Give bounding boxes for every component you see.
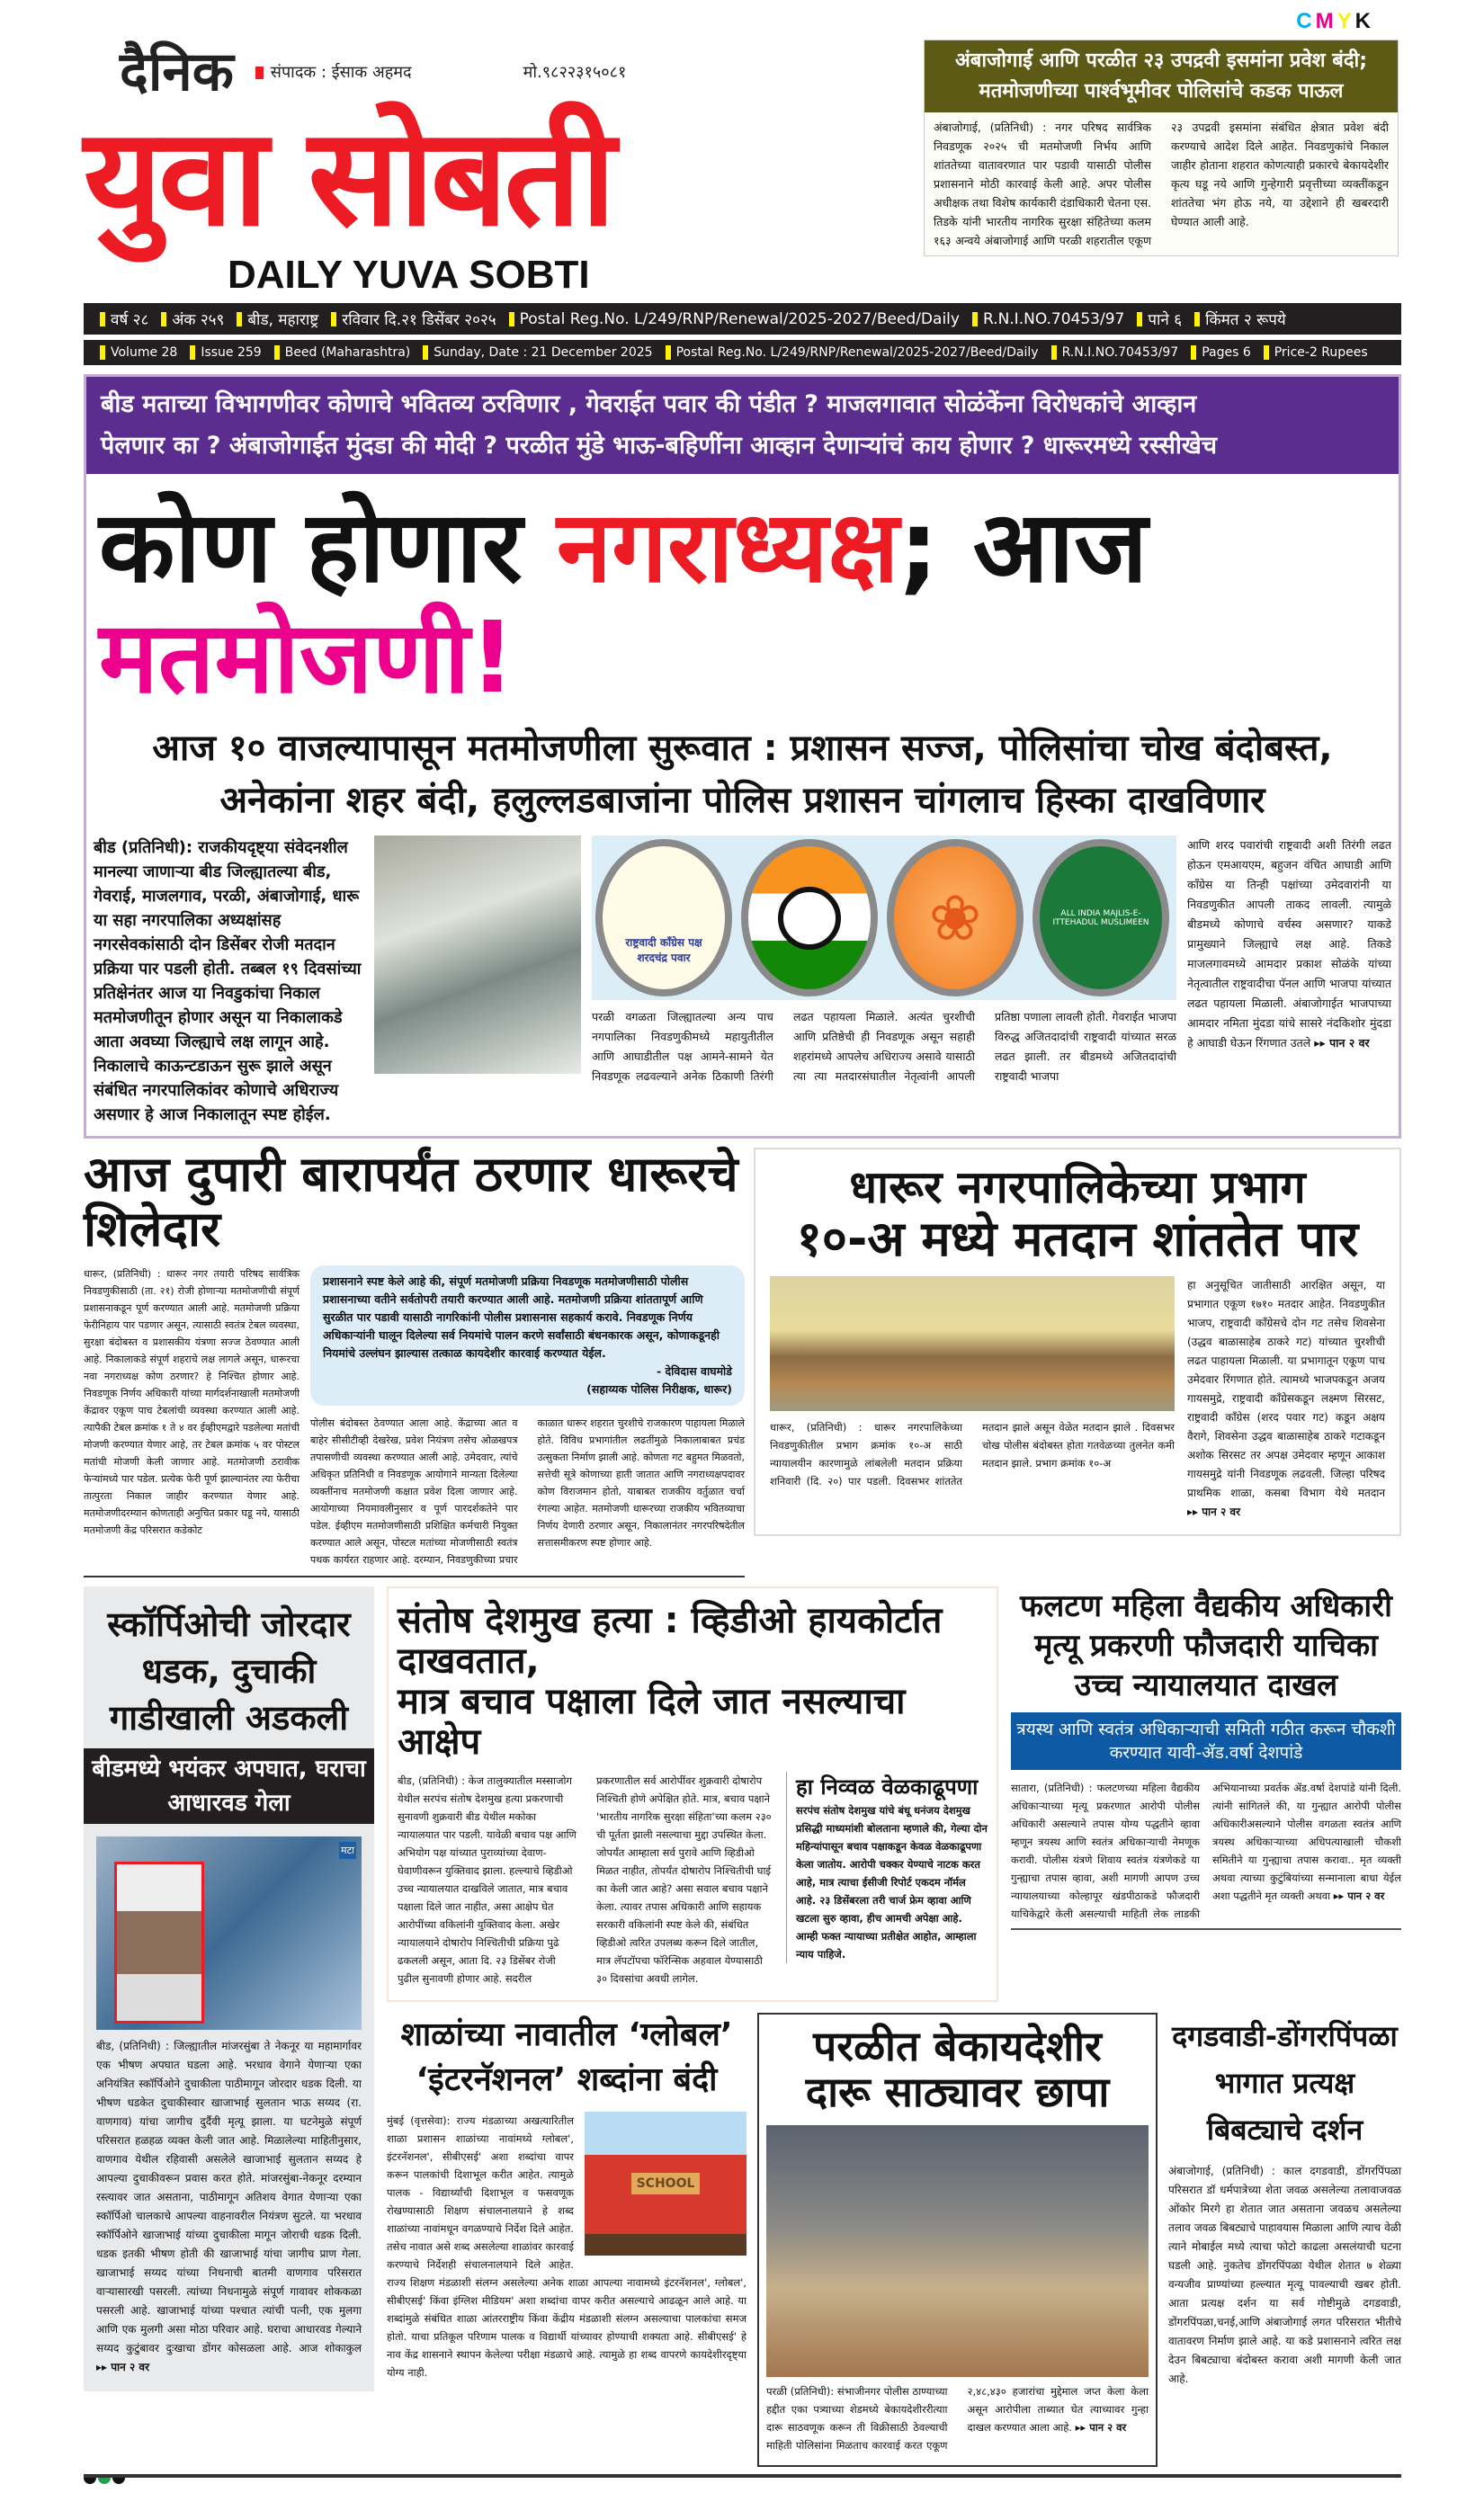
lead-subhead-2: अनेकांना शहर बंदी, हलुल्लडबाजांना पोलिस प्रशासन चांगलाच हिस्का दाखविणार — [219, 780, 1265, 822]
continued-link[interactable]: ▸▸ पान २ वर — [1314, 1036, 1370, 1050]
ward-side — [1187, 1276, 1385, 1522]
phaltan-headline: फलटण महिला वैद्यकीय अधिकारी मृत्यू प्रकरणी फौजदारी याचिका उच्च न्यायालयात दाखल — [1020, 1588, 1392, 1704]
ward-side-text: हा अनुसूचित जातीसाठी आरक्षित असून, या प्रभागात एकूण १७१० मतदार आहेत. निवडणुकीत भाजप, राष्ट्रवादी काँग्रेसचे दोन गट तसेच शिवसेना (उद्धव बाळासाहेब ठाकरे गट) यांच्यात चुरशीची लढत पाहायला मिळाली. या प्रभागातून एकूण पाच उमेदवार रिंगणात होते. त्यामध्ये भाजपकडून अजय गायसमुद्रे, राष्ट्रवादी काँग्रेसकडून लक्ष्मण सिरसट, राष्ट्रवादी काँग्रेस (शरद पवार गट) कडून अक्षय वैरागे, शिवसेना उद्धव बाळासाहेब ठाकरे गटाकडून अशोक सिरसट तर अपक्ष उमेदवार म्हणून आकाश गायसमुद्रे यांनी निवडणूक लढवली. जिल्हा परिषद प्राथमिक शाळा, कसबा विभाग येथे मतदान — [1187, 1278, 1385, 1499]
banner-line-1: बीड मताच्या विभागणीवर कोणाचे भवितव्य ठरविणार , गेवराईत पवार की पंडीत ? माजलगावात सोळंकेंना विरोधकांचे आव्हान — [101, 390, 1197, 418]
lead-content-row — [86, 827, 1399, 1136]
ward-body: धारूर, (प्रतिनिधी) : धारूर नगरपालिकेच्या निवडणुकीतील प्रभाग क्रमांक १०-अ साठी न्यायालयीन कारणामुळे लांबलेली मतदान प्रक्रिया शनिवारी (दि. २०) पार पडली. दिवसभर शांततेत मतदान झाले असून वेळेत मतदान झाले . दिवसभर चोख पोलीस बंदोबस्त होता गतवेळच्या तुलनेत कमी मतदान झाले. प्रभाग क्रमांक १०-अ — [770, 1420, 1175, 1488]
lower-row — [84, 1586, 1401, 2466]
logo-title-en: DAILY YUVA SOBTI — [228, 253, 590, 297]
logo-title: युवा सोबती — [84, 100, 612, 256]
cmyk-print-mark: CMYK — [1296, 9, 1374, 33]
ncp-sp-logo-text: राष्ट्रवादी काँग्रेस पक्ष शरदचंद्र पवार — [625, 935, 702, 964]
ncp-sp-logo — [595, 839, 732, 996]
bullet-icon — [255, 67, 264, 79]
ward-left — [770, 1276, 1175, 1490]
dharur-col-1: धारूर, (प्रतिनिधी) : धारूर नगर तयारी परिषद सार्वत्रिक निवडणुकीसाठी (ता. २१) रोजी होणाऱ्या मतमोजणीची संपूर्ण प्रशासनाकडून पूर्ण करण्यात आली आहे. मतमोजणी प्रक्रिया फेरीनिहाय पार पडणार असून, त्यासाठी स्वतंत्र टेबल व्यवस्था, सुरक्षा बंदोबस्त व प्रशासकीय यंत्रणा सज्ज ठेवण्यात आली आहे. निकालाकडे संपूर्ण शहराचे लक्ष लागले असून, धारूरचा नवा नगराध्यक्ष कोण ठरणार? हे निश्चित होणार आहे. निवडणूक निर्णय अधिकारी यांच्या मार्गदर्शनाखाली मतमोजणी केंद्रावर एकूण पाच टेबलांची व्यवस्था करण्यात आली आहे. त्यापैकी टेबल क्रमांक १ ते ४ वर ईव्हीएमद्वारे पडलेल्या मतांची मोजणी करण्यात येणार आहे, तर टेबल क्रमांक ५ वर पोस्टल मतांची मोजणी केली जाणार आहे. मतमोजणी ठरावीक फेऱ्यांमध्ये पार पडेल. प्रत्येक फेरी पूर्ण झाल्यानंतर त्या फेरीचा तात्पुरता निकाल जाहीर करण्यात येणार आहे. मतमोजणीदरम्यान कोणताही अनुचित प्रकार घडू नये, यासाठी मतमोजणी केंद्र परिसरात कडेकोट — [84, 1268, 299, 1537]
issue: अंक २५९ — [172, 311, 225, 329]
liquor-body-text: परळी (प्रतिनिधी): संभाजीनगर पोलीस ठाण्याच्या हद्दीत एका पत्र्याच्या शेडमध्ये बेकायदेशीररीत्याा दारू साठवणूक करून ती विक्रीसाठी ठेवल्याची माहिती पोलिसांना मिळताच कारवाई करत एकूण २,४८,४३० हजारांचा मुद्देमाल जप्त केला केला असून आरोपीला ताब्यात घेत त्याच्यावर गुन्हा दाखल करण्यात आला आहे. — [766, 2384, 1149, 2452]
clock-icon — [778, 887, 841, 950]
pages-en: Pages 6 — [1202, 345, 1251, 360]
deshmukh-murder-story — [387, 1586, 998, 2001]
victim-portrait — [114, 1862, 204, 2024]
lead-body-right-text: आणि शरद पवारांची राष्ट्रवादी अशी तिरंगी लढत होऊन एमआयएम, बहुजन वंचित आघाडी आणि काँग्रेस या तिन्ही पक्षांच्या उमेदवारांनी या निवडणुकीत आपली ताकद लावली. त्यामुळे बीडमध्ये कोणाचे वर्चस्व असणार? याकडे प्रामुख्याने जिल्ह्याचे लक्ष आहे. तिकडे माजलगावमध्ये आमदार प्रकाश सोळंके यांच्या नेतृत्वातील राष्ट्रवादीचा पॅनल आणि भाजपा यांच्यात लढत पहायला मिळाली. अंबाजोगाईत भाजपाच्या आमदार नमिता मुंदडा यांचे सासरे नंदकिशोर मुंदडा हे आघाडी घेऊन रिंगणात उतले — [1187, 838, 1391, 1050]
lower-bottom-row — [387, 2013, 1401, 2467]
accident-headline: स्कॉर्पिओची जोरदार धडक, दुचाकी गाडीखाली अडकली — [107, 1604, 351, 1738]
rni: R.N.I.NO.70453/97 — [982, 309, 1125, 328]
place: बीड, महाराष्ट्र — [247, 311, 319, 329]
date: रविवार दि.२१ डिसेंबर २०२५ — [342, 311, 496, 329]
continued-link[interactable]: ▸▸ पान २ वर — [1187, 1505, 1240, 1518]
masthead — [84, 40, 911, 298]
liquor-seizure-photo — [766, 2125, 1149, 2377]
quote-author-title: (सहाय्यक पोलिस निरीक्षक, धारूर) — [586, 1382, 732, 1397]
liquor-headline-2: दारू साठ्यावर छापा — [805, 2068, 1110, 2117]
liquor-headline-1: परळीत बेकायदेशीर — [813, 2021, 1102, 2070]
bjp-lotus-logo — [887, 839, 1024, 996]
logo-dainik: दैनिक — [120, 40, 234, 103]
info-bar-english — [84, 340, 1401, 365]
photo-source-tag: मटा — [339, 1842, 356, 1859]
divider — [1011, 1928, 1401, 1930]
headline-part: कोण होणार — [99, 489, 523, 604]
accident-subhead: बीडमध्ये भयंकर अपघात, घराचा आधारवड गेला — [84, 1748, 374, 1824]
editor-name: संपादक : ईसाक अहमद — [270, 63, 412, 82]
ward-body-row — [770, 1276, 1385, 1522]
quote-author: - देविदास वाघमोडे — [656, 1364, 732, 1379]
continued-link[interactable]: ▸▸ पान २ वर — [1333, 1890, 1385, 1903]
aimim-logo-text: ALL INDIA MAJLIS-E-ITTEHADUL MUSLIMEEN — [1052, 908, 1149, 927]
banner-line-2: पेलणार का ? अंबाजोगाईत मुंदडा की मोदी ? परळीत मुंडे भाऊ-बहिणींना आव्हान देणाऱ्यांचं काय होणार ? धारूरमध्ये रस्सीखेच — [101, 432, 1218, 460]
lead-subhead-1: आज १० वाजल्यापासून मतमोजणीला सुरूवात : प्रशासन सज्ज, पोलिसांचा चोख बंदोबस्त, — [152, 728, 1333, 770]
school-body-text: मुंबई (वृत्तसेवा): राज्य मंडळाच्या अखत्यारितील शाळा प्रशासन शाळांच्या नावांमध्ये ग्लोबल', इंटरनॅशनल', सीबीएसई' अशा शब्दांचा वापर करून पालकांची दिशाभूल करीत आहेत. त्यामुळे पालक - विद्यार्थ्यांची दिशाभूल व फसवणूक रोखण्यासाठी शिक्षण संचालनालयाने हे शब्द शाळांच्या नावांमधून वगळण्याचे निर्देश दिले आहेत. तसेच नावात असे शब्द असलेल्या शाळांवर कारवाई करण्याचे निर्देशही संचालनालयाने दिले आहेत. राज्य शिक्षण मंडळाशी संलग्न असलेल्या अनेक शाळा आपल्या नावामध्ये इंटरनॅशनल', ग्लोबल', सीबीएसई' किंवा इंग्लिश मीडियम' अशा शब्दांचा वापर करीत असल्याचे आढळून आले आहे. या शब्दांमुळे संबंधित शाळा आंतरराष्ट्रीय किंवा केंद्रीय मंडळाशी संलग्न असल्याचा पालकांचा समज होतो. याचा प्रतिकूल परिणाम पालक व विद्यार्थी यांच्यावर होण्याची शक्यता आहे. सीबीएसई' हे नाव केंद्र शासनाने स्थापन केलेल्या परीक्षा मंडळाचे आहे. त्यामुळे हा शब्द वापरणे कायदेशीरदृष्ट्या योग्य नाही. — [387, 2113, 746, 2379]
lead-headline — [86, 474, 1399, 722]
school-body — [387, 2112, 746, 2381]
phaltan-story — [1011, 1586, 1401, 1930]
lead-intro: बीड (प्रतिनिधी): राजकीयदृष्ट्या संवेदनशील मानल्या जाणाऱ्या बीड जिल्ह्यातल्या बीड, गेवराई, माजलगाव, परळी, अंबाजोगाई, धारू या सहा नगरपालिका अध्यक्षांसह नगरसेवकांसाठी दोन डिसेंबर रोजी मतदान प्रक्रिया पार पडली होती. तब्बल १९ दिवसांच्या प्रतिक्षेनंतर आज या निवडुकांचा निकाल मतमोजणीतून होणार असून या निकालाकडे आता अवघ्या जिल्ह्याचे लक्ष लागून आहे. निकालाचे काऊन्टडाऊन सुरू झाले असून संबंधित नगरपालिकांवर कोणाचे अधिराज्य असणार हे आज निकालातून स्पष्ट होईल. — [94, 838, 362, 1125]
continued-link[interactable]: ▸▸ पान २ वर — [96, 2361, 149, 2374]
school-sign: SCHOOL — [631, 2173, 701, 2194]
dharur-headline: आज दुपारी बारापर्यंत ठरणार धारूरचे शिलेदार — [84, 1146, 738, 1257]
police-quote-box — [310, 1265, 745, 1406]
phaltan-subhead: त्रयस्थ आणि स्वतंत्र अधिकाऱ्याची समिती गठीत करून चौकशी करण्यात यावी-ॲड.वर्षा देशपांडे — [1011, 1712, 1401, 1770]
continued-link[interactable]: ▸▸ पान २ वर — [1075, 2420, 1127, 2434]
postal-reg-en: Postal Reg.No. L/249/RNP/Renewal/2025-2027/Beed/Daily — [675, 345, 1039, 360]
phaltan-body-text: सातारा, (प्रतिनिधी) : फलटणच्या महिला वैद्यकीय अधिकाऱ्याच्या मृत्यू प्रकरणात आरोपी पोलीस अधिकारी असल्याने तपास योग्य पद्धतीने व्हावा म्हणून त्रयस्थ आणि स्वतंत्र अधिकाऱ्याची नेमणूक करावी. पोलीस यंत्रणे शिवाय स्वतंत्र यंत्रणेकडे या गुन्ह्याचा तपास व्हावा, अशी मागणी आपण उच्च न्यायालयाच्या कोल्हापूर खंडपीठाकडे फौजदारी याचिकेद्वारे केली असल्याची माहिती लेक लाडकी अभियानाच्या प्रवर्तक ॲड.वर्षा देशपांडे यांनी दिली. त्यांनी सांगितले की, या गुन्ह्यात आरोपी पोलीस अधिकारीअसल्याने पोलीस वगळता स्वतंत्र आणि त्रयस्थ अधिकाऱ्याच्या अधिपत्याखाली चौकशी समितीने या गुन्ह्याचा तपास करावा.. मृत व्यक्ती अथवा त्याच्या कुटुंबियांच्या सन्मानाला बाधा येईल अशा पद्धतीने मृत व्यक्ती अथवा — [1011, 1782, 1401, 1921]
date-en: Sunday, Date : 21 December 2025 — [434, 345, 653, 360]
school-illustration — [585, 2112, 746, 2256]
school-headline: शाळांच्या नावातील ‘ग्लोबल’ ‘इंटरनॅशनल’ शब्दांना बंदी — [400, 2015, 733, 2098]
info-bar-marathi — [84, 303, 1401, 335]
accident-body-text: बीड, (प्रतिनिधी) : जिल्ह्यातील मांजरसुंबा ते नेकनूर या महामार्गावर एक भीषण अपघात घडला आहे. भरधाव वेगाने येणाऱ्या एका अनियंत्रित स्कॉर्पिओने दुचाकीला पाठीमागून जोरदार धडक दिली. या भीषण धडकेत दुचाकीस्वार खाजाभाई सुलतान भाऊ सय्यद (रा. वाणगाव) यांचा जागीच दुर्दैवी मृत्यू झाला. या घटनेमुळे संपूर्ण परिसरात हळहळ व्यक्त केली जात आहे. मिळालेल्या माहितीनुसार, वाणगाव येथील रहिवासी असलेले खाजाभाई सुलतान सय्यद हे आपल्या दुचाकीवरून प्रवास करत होते. मांजरसुंबा-नेकनूर दरम्यान रस्त्यावर जात असताना, पाठीमागून अतिशय वेगात येणाऱ्या एका स्कॉर्पिओ चालकाचे आपल्या वाहनावरील नियंत्रण सुटले. या भरधाव स्कॉर्पिओने खाजाभाई यांच्या दुचाकीला मागून जोराची धडक दिली. धडक इतकी भीषण होती की खाजाभाई यांचा जागीच प्राण गेला. खाजाभाई सय्यद यांच्या निधनाची बातमी वाणगाव परिसरात वाऱ्यासारखी पसरली. त्यांच्या निधनामुळे संपूर्ण गावावर शोककळा पसरली आहे. खाजाभाई यांच्या पश्चात त्यांची पत्नी, एक मुलगा आणि एक मुलगी असा मोठा परिवार आहे. घराचा आधारवड गेल्याने सय्यद कुटुंबावर दुःखाचा डोंगर कोसळला आहे. आज शोकाकुल — [96, 2040, 362, 2355]
deshmukh-headline-1: संतोष देशमुख हत्या : व्हिडीओ हायकोर्टात दाखवतात, — [398, 1600, 943, 1683]
middle-row — [84, 1148, 1401, 1577]
ward-headline-2: १०-अ मध्ये मतदान शांततेत पार — [796, 1211, 1359, 1268]
ward-headline-1: धारूर नगरपालिकेच्या प्रभाग — [849, 1161, 1306, 1214]
price-en: Price-2 Rupees — [1274, 345, 1368, 360]
party-logos-strip — [592, 835, 1176, 1000]
ncp-clock-logo — [741, 839, 878, 996]
top-story-box — [924, 40, 1399, 256]
editor-line — [255, 61, 412, 83]
deshmukh-headline-2: मात्र बचाव पक्षाला दिले जात नसल्याचा आक्षेप — [398, 1680, 906, 1763]
dharur-col-2: पोलीस बंदोबस्त ठेवण्यात आला आहे. केंद्राच्या आत व बाहेर सीसीटीव्ही देखरेख, प्रवेश नियंत्रण तसेच ओळखपत्र तपासणीची व्यवस्था करण्यात आली आहे. उमेदवार, त्यांचे अधिकृत प्रतिनिधी व निवडणूक आयोगाने मान्यता दिलेल्या व्यक्तींनाच मतमोजणी कक्षात प्रवेश दिला जाणार आहे. आयोगाच्या नियमावलीनुसार व पूर्ण पारदर्शकतेने पार पडेल. ईव्हीएम मतमोजणीसाठी प्रशिक्षित कर्मचारी नियुक्त करण्यात आले असून, पोस्टल मतांच्या मोजणीसाठी स्वतंत्र पथक कार्यरत राहणार आहे. दरम्यान, निवडणुकीच्या प्रचार काळात धारूर शहरात चुरशीचे राजकारण पाहायला मिळाले होते. विविध प्रभागांतील लढतींमुळे निकालाबाबत प्रचंड उत्सुकता निर्माण झाली आहे. कोणता गट बहुमत मिळवतो, सत्तेची सूत्रे कोणाच्या हाती जातात आणि नगराध्यक्षपदावर कोण विराजमान होतो, याबाबत राजकीय वर्तुळात चर्चा रंगल्या आहेत. मतमोजणी धारूरच्या राजकीय भवितव्याचा निर्णय देणारी ठरणार असून, निकालानंतर नगरपरिषदेतील सत्तासमीकरण स्पष्ट होणार आहे. — [310, 1417, 745, 1567]
ward-10a-story — [754, 1148, 1401, 1535]
dharur-right — [310, 1265, 745, 1568]
lead-story-box — [84, 374, 1401, 1139]
leopard-sighting-story — [1168, 2013, 1401, 2389]
leopard-headline: दगडवाडी-डोंगरपिंपळा भागात प्रत्यक्ष बिबट्याचे दर्शन — [1172, 2018, 1398, 2147]
polling-booth-photo — [770, 1276, 1175, 1411]
school-names-story — [387, 2013, 746, 2381]
volume: वर्ष २८ — [111, 311, 149, 329]
deshmukh-body-row — [398, 1772, 988, 1988]
headline-highlight-magenta: मतमोजणी! — [99, 600, 515, 716]
dharur-counting-story — [84, 1148, 745, 1577]
lead-body-right — [1187, 835, 1391, 1053]
liquor-raid-story — [757, 2013, 1158, 2467]
registration-dots — [84, 2478, 1401, 2493]
lower-top-row — [387, 1586, 1401, 2001]
leopard-body: अंबाजोगाई, (प्रतिनिधी) : काल दगडवाडी, डोंगरपिंपळा परिसरात डॉ धर्मपात्रेच्या शेता जवळ असलेल्या तलावाजवळ ओंकोर मिरगे हा शेतात जात असताना जवळच असलेल्या तलाव जवळ बिबट्याचे पाहावयास मिळाला आणि त्याच वेळी त्याने मोबाईल मध्ये त्याचा फोटो काढला असलंयाची घटना घडली आहे. नुकतेच डोंगरपिंपळा येथील शेतात ७ शेळ्या वन्यजीव प्राण्यांच्या हल्ल्यात मृत्यू पावल्याची खबर होती. आता प्रत्यक्ष दर्शन या सर्व गोष्टीमुळे दगडवाडी, डोंगरपिंपळा,चनई,आणि अंबाजोगाई लगत परिसरात भीतीचे वातावरण निर्माण झाले आहे. या कडे प्रशासनाने त्वरित लक्ष देउन बिबट्याचा बंदोबस्त करावा अशी मागणी केली जात आहे. — [1168, 2164, 1401, 2385]
deshmukh-body: बीड, (प्रतिनिधी) : केज तालुक्यातील मस्साजोग येथील सरपंच संतोष देशमुख हत्या प्रकरणाची सुनावणी शुक्रवारी बीड येथील मकोका न्यायालयात पार पडली. यावेळी बचाव पक्ष आणि अभियोग पक्ष यांच्यात पुराव्यांच्या देवाण-घेवाणीवरून युक्तिवाद झाला. हल्ल्याचे व्हिडीओ उच्च न्यायालयात दाखविले जातात, मात्र बचाव पक्षाला दिले जात नाहीत, असा आक्षेप घेत आरोपींच्या वकिलांनी युक्तिवाद केला. अखेर न्यायालयाने दोषारोप निश्चितीची प्रक्रिया पुढे ढकलली असून, आता दि. २३ डिसेंबर रोजी पुढील सुनावणी होणार आहे. सदरील प्रकरणातील सर्व आरोपींवर शुक्रवारी दोषारोप निश्चिती होणे अपेक्षित होते. मात्र, बचाव पक्षाने 'भारतीय नागरिक सुरक्षा संहिता'च्या कलम २३० ची पूर्तता झाली नसल्याचा मुद्दा उपस्थित केला. जोपर्यंत आम्हाला सर्व पुरावे आणि व्हिडीओ मिळत नाहीत, तोपर्यंत दोषारोप निश्चितीची घाई का केली जात आहे? असा सवाल बचाव पक्षाने केला. त्यावर तपास अधिकारी आणि सहायक सरकारी वकिलांनी स्पष्ट केले की, संबंधित व्हिडीओ त्वरित उपलब्ध करून दिले जातील, मात्र लॅपटॉपचा फॉरेन्सिक अहवाल येण्यासाठी ३० दिवसांचा अवधी लागेल. — [398, 1774, 772, 1985]
headline-highlight-red: नगराध्यक्ष — [557, 489, 899, 604]
pages: पाने ६ — [1148, 311, 1183, 329]
postal-reg: Postal Reg.No. L/249/RNP/Renewal/2025-2027/Beed/Daily — [519, 309, 960, 328]
newspaper-page — [84, 0, 1401, 2493]
top-story-body: अंबाजोगाई, (प्रतिनिधी) : नगर परिषद सार्वत्रिक निवडणूक २०२५ ची मतमोजणी निर्भय आणि शांततेच्या वातावरणात पार पडावी यासाठी पोलीस प्रशासनाने मोठी कारवाई केली आहे. अपर पोलीस अधीक्षक तथा विशेष कार्यकारी दंडाधिकारी चेतना एस. तिडके यांनी भारतीय नागरिक सुरक्षा संहितेच्या कलम १६३ अन्वये अंबाजोगाई आणि परळी शहरातील एकूण २३ उपद्रवी इसमांना संबंधित क्षेत्रात प्रवेश बंदी करण्याचे आदेश दिले आहेत. निवडणुकांचे निकाल जाहीर होताना शहरात कोणत्याही प्रकारचे बेकायदेशीर कृत्य घडू नये आणि गुन्हेगारी प्रवृत्तीच्या व्यक्तींकडून शांततेचा भंग होऊ नये, या उद्देशाने ही खबरदारी घेण्यात आली आहे. — [934, 121, 1389, 247]
sidebox-body: सरपंच संतोष देशमुख यांचे बंधू धनंजय देशमुख प्रसिद्धी माध्यमांशी बोलताना म्हणाले की, गेल्या दोन महिन्यांपासून बचाव पक्षाकडून केवळ वेळकाढूपणा केला जातोय. आरोपी चक्कर येण्याचे नाटक करत आहे, मात्र त्याचा ईसीजी रिपोर्ट एकदम नॉर्मल आहे. २३ डिसेंबरला तरी चार्ज फ्रेम व्हावा आणि खटला सुरु व्हावा, हीच आमची अपेक्षा आहे. आम्ही फक्त न्यायाच्या प्रतीक्षेत आहोत, आम्हाला न्याय पाहिजे. — [796, 1803, 988, 1961]
phone-number: मो.९८२२३१५०८१ — [523, 63, 627, 82]
accident-story — [84, 1586, 374, 2391]
lower-right-area — [387, 1586, 1401, 2466]
political-banner — [86, 377, 1399, 474]
liquor-body — [759, 2377, 1156, 2460]
accident-body — [84, 2030, 374, 2384]
evm-machines-photo — [374, 835, 581, 1074]
sidebox-title: हा निव्वळ वेळकाढूपणा — [796, 1774, 979, 1800]
price: किंमत २ रूपये — [1205, 311, 1286, 329]
phaltan-body — [1011, 1779, 1401, 1923]
place-en: Beed (Maharashtra) — [284, 345, 411, 360]
deshmukh-sidebox — [786, 1772, 988, 1963]
volume-en: Volume 28 — [111, 345, 178, 360]
quote-text: प्रशासनाने स्पष्ट केले आहे की, संपूर्ण मतमोजणी प्रक्रिया निवडणूक मतमोजणीसाठी पोलीस प्रशासनाच्या वतीने सर्वतोपरी तयारी करण्यात आली आहे. मतमोजणी प्रक्रिया शांततापूर्ण आणि सुरळीत पार पडावी यासाठी नागरिकांनी पोलीस प्रशासनास सहकार्य करावे. निवडणूक निर्णय अधिकाऱ्यांनी घालून दिलेल्या सर्व नियमांचे पालन करणे सर्वांसाठी बंधनकारक असून, कोणाकडूनही नियमांचे उल्लंघन झाल्यास तत्काळ कायदेशीर कारवाई करण्यात येईल. — [323, 1274, 720, 1361]
accident-photo — [96, 1836, 362, 2030]
issue-en: Issue 259 — [201, 345, 262, 360]
headline-part: ; आज — [898, 489, 1148, 604]
lotus-icon: ❀ — [928, 880, 982, 955]
lead-body: परळी वगळता जिल्ह्यातल्या अन्य पाच नगपालिका निवडणुकीमध्ये महायुतीतील आणि आघाडीतील पक्ष आमने-सामने येत निवडणूक लढवल्याने अनेक ठिकाणी तिरंगी लढत पहायला मिळाले. अत्यंत चुरशीची आणि प्रतिष्ठेची ही निवडणूक असून सहाही शहरांमध्ये आपलेच अधिराज्य असावे यासाठी त्या त्या मतदारसंघातील नेतृत्वांनी आपली प्रतिष्ठा पणाला लावली होती. गेवराईत भाजपा विरुद्ध अजितदादांची राष्ट्रवादी यांच्यात सरळ लढत झाली. तर बीडमध्ये अजितदादांची राष्ट्रवादी भाजपा — [592, 1010, 1176, 1084]
aimim-kite-logo — [1033, 839, 1169, 996]
top-story-headline: अंबाजोगाई आणि परळीत २३ उपद्रवी इसमांना प्रवेश बंदी; मतमोजणीच्या पार्श्वभूमीवर पोलिसांचे कडक पाऊल — [925, 40, 1398, 112]
rni-en: R.N.I.NO.70453/97 — [1061, 345, 1179, 360]
header-row — [84, 40, 1401, 298]
lead-logos-and-body — [592, 835, 1176, 1086]
dharur-body-row — [84, 1265, 745, 1568]
